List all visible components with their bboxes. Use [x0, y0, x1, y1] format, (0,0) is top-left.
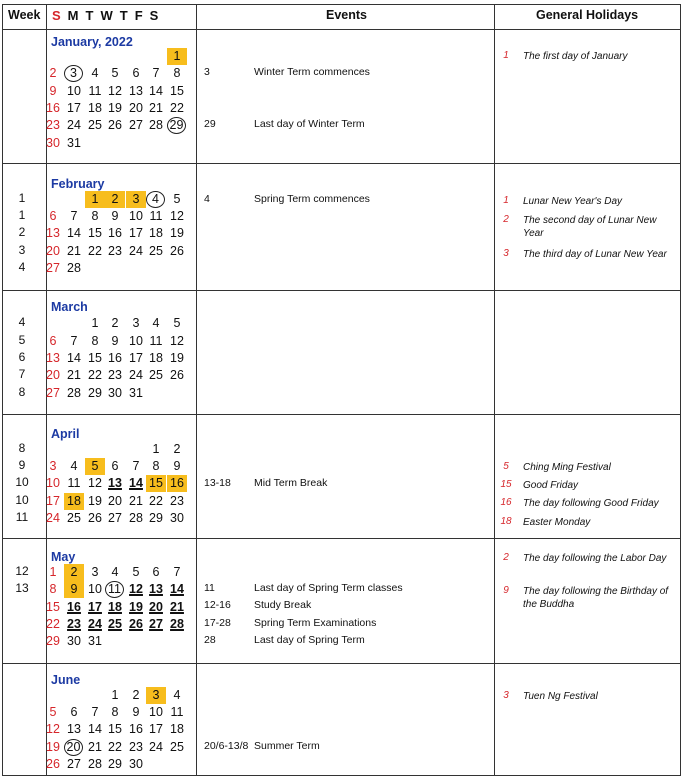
calendar-day: 14 — [129, 476, 143, 490]
calendar-day: 23 — [108, 244, 122, 258]
header-events: Events — [326, 8, 367, 22]
holiday-day: 16 — [500, 497, 512, 508]
calendar-day: 29 — [46, 634, 60, 648]
calendar-day: 28 — [88, 757, 102, 771]
holiday-name: Ching Ming Festival — [523, 462, 611, 473]
calendar-day: 25 — [149, 244, 163, 258]
calendar-day: 6 — [111, 459, 119, 473]
calendar-day: 14 — [170, 582, 184, 596]
holiday-name: Easter Monday — [523, 517, 591, 528]
calendar-day: 24 — [67, 118, 81, 132]
calendar-day: 5 — [85, 458, 105, 475]
calendar-day: 27 — [149, 617, 163, 631]
calendar-day: 16 — [167, 475, 187, 492]
calendar-day: 30 — [108, 386, 122, 400]
calendar-day: 25 — [108, 617, 122, 631]
calendar-day: 15 — [170, 84, 184, 98]
calendar-day: 19 — [108, 101, 122, 115]
calendar-day: 6 — [152, 565, 160, 579]
calendar-day: 4 — [152, 316, 160, 330]
calendar-day: 12 — [88, 476, 102, 490]
divider-events — [196, 4, 197, 776]
event-text: Last day of Spring Term classes — [254, 582, 403, 594]
event-date: 20/6-13/8 — [204, 740, 249, 752]
month-divider — [2, 414, 681, 415]
calendar-day: 1 — [85, 191, 105, 208]
calendar-day: 13 — [129, 84, 143, 98]
calendar-day: 21 — [67, 368, 81, 382]
calendar-day: 18 — [149, 226, 163, 240]
week-number: 5 — [18, 333, 26, 347]
holiday-name: The second day of Lunar New Year — [523, 215, 657, 239]
calendar-day: 25 — [149, 368, 163, 382]
calendar-day: 13 — [46, 351, 60, 365]
event-text: Spring Term commences — [254, 193, 370, 205]
calendar-day: 29 — [88, 386, 102, 400]
event-text: Last day of Winter Term — [254, 118, 365, 130]
calendar-day: 18 — [108, 600, 122, 614]
week-number: 10 — [15, 493, 29, 507]
header-holidays: General Holidays — [536, 8, 639, 22]
calendar-day: 7 — [91, 705, 99, 719]
calendar-day: 31 — [129, 386, 143, 400]
calendar-day: 5 — [173, 316, 181, 330]
calendar-day: 19 — [46, 740, 60, 754]
calendar-day: 19 — [170, 226, 184, 240]
calendar-day: 23 — [67, 617, 81, 631]
calendar-day: 11 — [67, 476, 81, 490]
calendar-day: 22 — [88, 368, 102, 382]
calendar-day: 17 — [129, 226, 143, 240]
calendar-day: 30 — [46, 136, 60, 150]
holiday-day: 3 — [503, 690, 509, 701]
holiday-day: 1 — [503, 50, 509, 61]
calendar-day: 8 — [91, 209, 99, 223]
holiday-day: 18 — [500, 516, 512, 527]
calendar-day: 10 — [67, 84, 81, 98]
header-day-fri: F — [134, 8, 143, 23]
calendar-day: 6 — [49, 209, 57, 223]
calendar-day: 8 — [91, 334, 99, 348]
week-number: 4 — [18, 260, 26, 274]
calendar-day: 21 — [88, 740, 102, 754]
calendar-day: 22 — [108, 740, 122, 754]
holiday-day: 5 — [503, 461, 509, 472]
event-date: 11 — [204, 582, 215, 594]
calendar-day: 23 — [170, 494, 184, 508]
calendar-day: 20 — [149, 600, 163, 614]
calendar-day: 13 — [46, 226, 60, 240]
holiday-name: The day following the Labor Day — [523, 553, 667, 564]
calendar-day: 26 — [170, 368, 184, 382]
calendar-day: 2 — [64, 564, 84, 581]
month-divider — [2, 290, 681, 291]
holiday-name: The first day of January — [523, 51, 628, 62]
calendar-day: 26 — [170, 244, 184, 258]
calendar-day: 4 — [70, 459, 78, 473]
calendar-day: 6 — [132, 66, 140, 80]
calendar-day: 25 — [67, 511, 81, 525]
calendar-day: 14 — [88, 722, 102, 736]
calendar-day: 4 — [173, 688, 181, 702]
calendar-day: 29 — [108, 757, 122, 771]
calendar-day: 15 — [146, 475, 166, 492]
calendar-day: 27 — [129, 118, 143, 132]
calendar-day: 14 — [67, 351, 81, 365]
event-text: Winter Term commences — [254, 66, 370, 78]
holiday-name: Good Friday — [523, 480, 579, 491]
holiday-name: Tuen Ng Festival — [523, 691, 598, 702]
week-number: 10 — [15, 475, 29, 489]
header-days — [52, 8, 165, 23]
calendar-day: 26 — [88, 511, 102, 525]
header-week: Week — [8, 8, 41, 22]
calendar-day: 22 — [46, 617, 60, 631]
header-day-sat: S — [149, 8, 159, 23]
calendar-day: 16 — [46, 101, 60, 115]
week-number: 1 — [18, 208, 26, 222]
calendar-day: 21 — [149, 101, 163, 115]
header-divider — [2, 29, 681, 30]
holiday-day: 9 — [503, 585, 509, 596]
week-number: 12 — [15, 564, 29, 578]
calendar-day: 20 — [64, 739, 83, 756]
holiday-name: Lunar New Year's Day — [523, 196, 622, 207]
calendar-day: 1 — [152, 442, 160, 456]
calendar-day: 29 — [149, 511, 163, 525]
calendar-day: 17 — [149, 722, 163, 736]
calendar-day: 8 — [173, 66, 181, 80]
calendar-day: 26 — [108, 118, 122, 132]
calendar-day: 12 — [108, 84, 122, 98]
event-date: 17-28 — [204, 617, 231, 629]
calendar-day: 30 — [170, 511, 184, 525]
calendar-day: 23 — [108, 368, 122, 382]
calendar-day: 30 — [129, 757, 143, 771]
calendar-day: 8 — [49, 582, 57, 596]
calendar-day: 28 — [67, 261, 81, 275]
holiday-day: 3 — [503, 248, 509, 259]
calendar-day: 3 — [49, 459, 57, 473]
header-day-wed: W — [100, 8, 113, 23]
calendar-day: 14 — [149, 84, 163, 98]
calendar-day: 1 — [111, 688, 119, 702]
event-text: Study Break — [254, 599, 312, 611]
calendar-day: 7 — [70, 334, 78, 348]
calendar-day: 8 — [152, 459, 160, 473]
week-number: 2 — [18, 225, 26, 239]
calendar-day: 11 — [149, 209, 163, 223]
week-number: 4 — [18, 315, 26, 329]
calendar-day: 3 — [91, 565, 99, 579]
calendar-day: 11 — [149, 334, 163, 348]
holiday-name: The third day of Lunar New Year — [523, 249, 667, 260]
calendar-day: 9 — [132, 705, 140, 719]
calendar-day: 3 — [64, 65, 83, 82]
event-date: 4 — [204, 193, 210, 205]
calendar-day: 27 — [108, 511, 122, 525]
calendar-day: 24 — [88, 617, 102, 631]
calendar-day: 20 — [129, 101, 143, 115]
calendar-day: 18 — [88, 101, 102, 115]
calendar-day: 21 — [170, 600, 184, 614]
calendar-day: 3 — [132, 316, 140, 330]
calendar-day: 28 — [67, 386, 81, 400]
calendar-day: 27 — [46, 386, 60, 400]
calendar-day: 2 — [49, 66, 57, 80]
calendar-day: 8 — [111, 705, 119, 719]
header-day-tue: T — [85, 8, 94, 23]
calendar-day: 9 — [64, 581, 84, 598]
calendar-day: 19 — [88, 494, 102, 508]
calendar-day: 4 — [146, 191, 165, 208]
calendar-day: 31 — [67, 136, 81, 150]
calendar-day: 13 — [149, 582, 163, 596]
calendar-day: 3 — [126, 191, 146, 208]
calendar-day: 27 — [46, 261, 60, 275]
calendar-day: 1 — [91, 316, 99, 330]
calendar-day: 10 — [46, 476, 60, 490]
calendar-day: 15 — [108, 722, 122, 736]
calendar-day: 22 — [170, 101, 184, 115]
calendar-day: 11 — [88, 84, 102, 98]
calendar-day: 17 — [67, 101, 81, 115]
month-title: February — [51, 177, 105, 191]
calendar-day: 4 — [91, 66, 99, 80]
holiday-day: 2 — [503, 552, 509, 563]
calendar-day: 5 — [132, 565, 140, 579]
month-divider — [2, 163, 681, 164]
calendar-day: 23 — [129, 740, 143, 754]
month-title: May — [51, 550, 76, 564]
calendar-day: 19 — [129, 600, 143, 614]
calendar-day: 26 — [46, 757, 60, 771]
month-divider — [2, 663, 681, 664]
calendar-day: 2 — [173, 442, 181, 456]
calendar-day: 18 — [170, 722, 184, 736]
calendar-day: 16 — [129, 722, 143, 736]
calendar-day: 7 — [132, 459, 140, 473]
week-number: 11 — [15, 510, 29, 524]
calendar-day: 2 — [111, 316, 119, 330]
calendar-day: 6 — [70, 705, 78, 719]
calendar-day: 25 — [88, 118, 102, 132]
calendar-day: 12 — [46, 722, 60, 736]
month-divider — [2, 538, 681, 539]
calendar-day: 17 — [129, 351, 143, 365]
calendar-day: 18 — [64, 493, 84, 510]
calendar-day: 24 — [46, 511, 60, 525]
calendar-day: 10 — [129, 334, 143, 348]
week-number: 9 — [18, 458, 26, 472]
calendar-day: 22 — [149, 494, 163, 508]
month-title: June — [51, 673, 81, 687]
calendar-day: 16 — [108, 226, 122, 240]
event-text: Summer Term — [254, 740, 320, 752]
calendar-day: 16 — [67, 600, 81, 614]
calendar-day: 16 — [108, 351, 122, 365]
month-title: March — [51, 300, 88, 314]
event-date: 13-18 — [204, 477, 231, 489]
calendar-day: 13 — [67, 722, 81, 736]
holiday-name: The day following the Birthday of the Buddha — [523, 586, 669, 610]
calendar-day: 12 — [170, 209, 184, 223]
calendar-day: 9 — [49, 84, 57, 98]
event-date: 29 — [204, 118, 216, 130]
week-number: 6 — [18, 350, 26, 364]
calendar-day: 28 — [170, 617, 184, 631]
calendar-day: 1 — [167, 48, 187, 65]
calendar-day: 13 — [108, 476, 122, 490]
calendar-day: 1 — [49, 565, 57, 579]
calendar-day: 17 — [46, 494, 60, 508]
calendar-day: 5 — [49, 705, 57, 719]
calendar-day: 9 — [173, 459, 181, 473]
week-number: 1 — [18, 191, 26, 205]
calendar-day: 4 — [111, 565, 119, 579]
calendar-day: 3 — [146, 687, 166, 704]
event-date: 28 — [204, 634, 216, 646]
calendar-day: 12 — [129, 582, 143, 596]
holiday-day: 15 — [500, 479, 512, 490]
calendar-day: 11 — [170, 705, 184, 719]
event-date: 3 — [204, 66, 210, 78]
calendar-day: 9 — [111, 334, 119, 348]
week-number: 3 — [18, 243, 26, 257]
holiday-day: 2 — [503, 214, 509, 225]
week-number: 7 — [18, 367, 26, 381]
calendar-day: 5 — [173, 192, 181, 206]
calendar-day: 29 — [167, 117, 186, 134]
calendar-day: 14 — [67, 226, 81, 240]
calendar-day: 15 — [88, 351, 102, 365]
calendar-day: 20 — [108, 494, 122, 508]
week-number: 8 — [18, 385, 26, 399]
calendar-day: 7 — [152, 66, 160, 80]
week-number: 13 — [15, 581, 29, 595]
calendar-day: 10 — [88, 582, 102, 596]
calendar-day: 7 — [70, 209, 78, 223]
calendar-day: 18 — [149, 351, 163, 365]
calendar-day: 7 — [173, 565, 181, 579]
month-title: April — [51, 427, 80, 441]
divider-holidays — [494, 4, 495, 776]
calendar-day: 24 — [149, 740, 163, 754]
calendar-day: 30 — [67, 634, 81, 648]
calendar-day: 28 — [149, 118, 163, 132]
month-title: January, 2022 — [51, 35, 133, 49]
calendar-day: 21 — [67, 244, 81, 258]
header-day-thu: T — [119, 8, 128, 23]
header-day-sun: S — [52, 8, 61, 23]
event-text: Spring Term Examinations — [254, 617, 377, 629]
calendar-day: 6 — [49, 334, 57, 348]
calendar-day: 26 — [129, 617, 143, 631]
calendar-day: 20 — [46, 368, 60, 382]
calendar-day: 2 — [132, 688, 140, 702]
header-day-mon: M — [67, 8, 79, 23]
calendar-day: 9 — [111, 209, 119, 223]
calendar-day: 20 — [46, 244, 60, 258]
holiday-day: 1 — [503, 195, 509, 206]
calendar-day: 15 — [46, 600, 60, 614]
calendar-day: 2 — [105, 191, 125, 208]
event-text: Last day of Spring Term — [254, 634, 365, 646]
calendar-day: 24 — [129, 244, 143, 258]
calendar-day: 5 — [111, 66, 119, 80]
calendar-day: 23 — [46, 118, 60, 132]
calendar-day: 22 — [88, 244, 102, 258]
calendar-day: 24 — [129, 368, 143, 382]
calendar-day: 25 — [170, 740, 184, 754]
calendar-day: 12 — [170, 334, 184, 348]
calendar-day: 11 — [105, 581, 124, 598]
event-date: 12-16 — [204, 599, 231, 611]
calendar-day: 21 — [129, 494, 143, 508]
calendar-day: 10 — [149, 705, 163, 719]
holiday-name: The day following Good Friday — [523, 498, 659, 509]
calendar-day: 17 — [88, 600, 102, 614]
week-number: 8 — [18, 441, 26, 455]
calendar-day: 31 — [88, 634, 102, 648]
event-text: Mid Term Break — [254, 477, 328, 489]
calendar-day: 19 — [170, 351, 184, 365]
calendar-day: 10 — [129, 209, 143, 223]
calendar-day: 15 — [88, 226, 102, 240]
calendar-day: 27 — [67, 757, 81, 771]
calendar-day: 28 — [129, 511, 143, 525]
